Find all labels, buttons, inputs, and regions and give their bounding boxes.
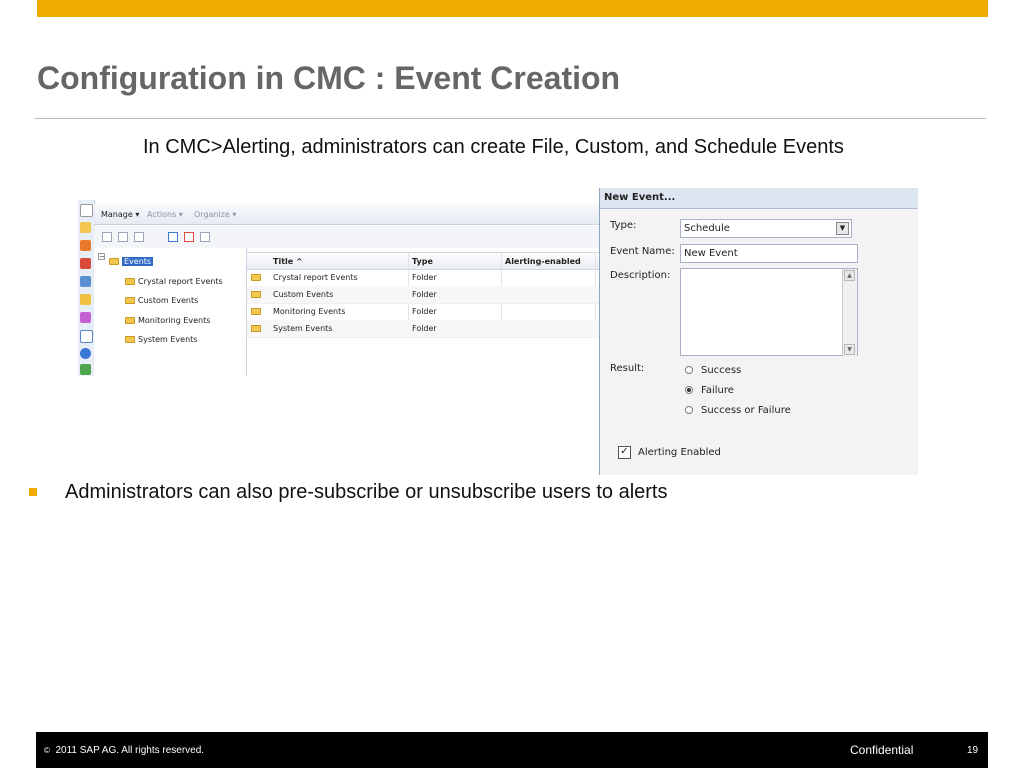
copyright-icon: © [44, 746, 50, 755]
folder-icon [109, 258, 119, 265]
tree-item[interactable]: Monitoring Events [125, 316, 210, 325]
folder-icon [251, 325, 261, 332]
row-title: System Events [273, 324, 333, 333]
delete-icon[interactable] [184, 232, 194, 242]
event-name-value: New Event [684, 248, 738, 259]
row-type: Folder [412, 290, 437, 299]
calendar-icon[interactable] [80, 276, 91, 287]
users-icon[interactable] [80, 312, 91, 323]
cmc-events-grid [247, 248, 601, 376]
result-radio-success-or-failure[interactable]: Success or Failure [685, 405, 791, 416]
folder-icon [125, 317, 135, 324]
cmc-toolbar [94, 226, 601, 249]
row-type: Folder [412, 324, 437, 333]
table-row[interactable] [247, 320, 601, 338]
page-number: 19 [967, 745, 979, 756]
event-name-input[interactable] [680, 244, 858, 263]
type-label: Type: [610, 220, 637, 231]
slide-subtitle: In CMC>Alerting, administrators can create File, Custom, and Schedule Events [143, 136, 844, 158]
row-type: Folder [412, 307, 437, 316]
result-radio-success[interactable]: Success [685, 365, 741, 376]
event-name-label: Event Name: [610, 246, 675, 257]
column-type[interactable]: Type [412, 257, 433, 266]
collapse-toggle-icon[interactable]: − [99, 253, 105, 261]
tree-item[interactable]: Crystal report Events [125, 277, 223, 286]
menu-actions[interactable]: Actions ▾ [147, 210, 183, 219]
type-select-value: Schedule [684, 223, 730, 234]
radio-icon [685, 366, 693, 374]
folder-icon [125, 278, 135, 285]
cmc-events-screenshot [78, 200, 601, 376]
table-row[interactable] [247, 303, 601, 321]
result-radio-failure[interactable]: Failure [685, 385, 734, 396]
tree-root-events[interactable]: Events [109, 257, 153, 267]
copy-icon[interactable] [118, 232, 128, 242]
confidential-label: Confidential [850, 743, 914, 757]
table-row[interactable] [247, 269, 601, 287]
radio-icon [685, 406, 693, 414]
alerting-enabled-label: Alerting Enabled [638, 447, 721, 458]
cmc-left-icon-strip [78, 200, 95, 376]
bullet-text: Administrators can also pre-subscribe or unsubscribe users to alerts [65, 481, 668, 503]
cmc-menu-bar [94, 204, 601, 225]
bullet-square-icon [29, 488, 37, 496]
info-icon[interactable] [80, 348, 91, 359]
paste-icon[interactable] [134, 232, 144, 242]
column-alerting-enabled[interactable]: Alerting-enabled [505, 257, 581, 266]
description-scrollbar[interactable] [842, 269, 857, 357]
chevron-down-icon[interactable]: ▼ [836, 222, 849, 235]
title-divider [34, 118, 986, 119]
result-label: Result: [610, 363, 645, 374]
collapse-arrow-icon[interactable] [80, 204, 93, 217]
row-type: Folder [412, 273, 437, 282]
applications-icon[interactable] [80, 364, 91, 375]
tree-item[interactable]: Custom Events [125, 296, 198, 305]
tree-item[interactable]: System Events [125, 335, 197, 344]
folder-icon [251, 291, 261, 298]
radio-selected-icon [685, 386, 693, 394]
menu-organize[interactable]: Organize ▾ [194, 210, 237, 219]
alerting-enabled-checkbox[interactable]: ✓ [618, 446, 631, 459]
table-row[interactable] [247, 286, 601, 304]
alerting-icon[interactable] [80, 240, 91, 251]
description-textarea[interactable] [680, 268, 858, 356]
type-select[interactable] [680, 219, 852, 238]
column-title[interactable]: Title ^ [273, 257, 303, 266]
cmc-folder-tree [94, 248, 247, 376]
folder-icon [251, 274, 261, 281]
copyright-text: © 2011 SAP AG. All rights reserved. [44, 745, 205, 756]
new-icon[interactable] [102, 232, 112, 242]
properties-icon[interactable] [168, 232, 178, 242]
slide-footer [36, 732, 988, 768]
menu-manage[interactable]: Manage ▾ [101, 210, 140, 219]
folder-icon [125, 336, 135, 343]
top-accent-bar [37, 0, 988, 17]
folders-icon[interactable] [80, 222, 91, 233]
dialog-header: New Event... [600, 188, 918, 209]
scroll-down-icon[interactable]: ▼ [844, 344, 855, 355]
row-title: Crystal report Events [273, 273, 358, 282]
servers-icon[interactable] [80, 330, 93, 343]
scroll-up-icon[interactable]: ▲ [844, 270, 855, 281]
categories-icon[interactable] [80, 294, 91, 305]
row-title: Custom Events [273, 290, 334, 299]
description-label: Description: [610, 270, 671, 281]
events-icon[interactable] [80, 258, 91, 269]
folder-icon [251, 308, 261, 315]
new-event-dialog [599, 188, 918, 475]
refresh-icon[interactable] [200, 232, 210, 242]
row-title: Monitoring Events [273, 307, 346, 316]
grid-header [247, 252, 601, 270]
folder-icon [125, 297, 135, 304]
slide-title: Configuration in CMC : Event Creation [37, 60, 621, 96]
